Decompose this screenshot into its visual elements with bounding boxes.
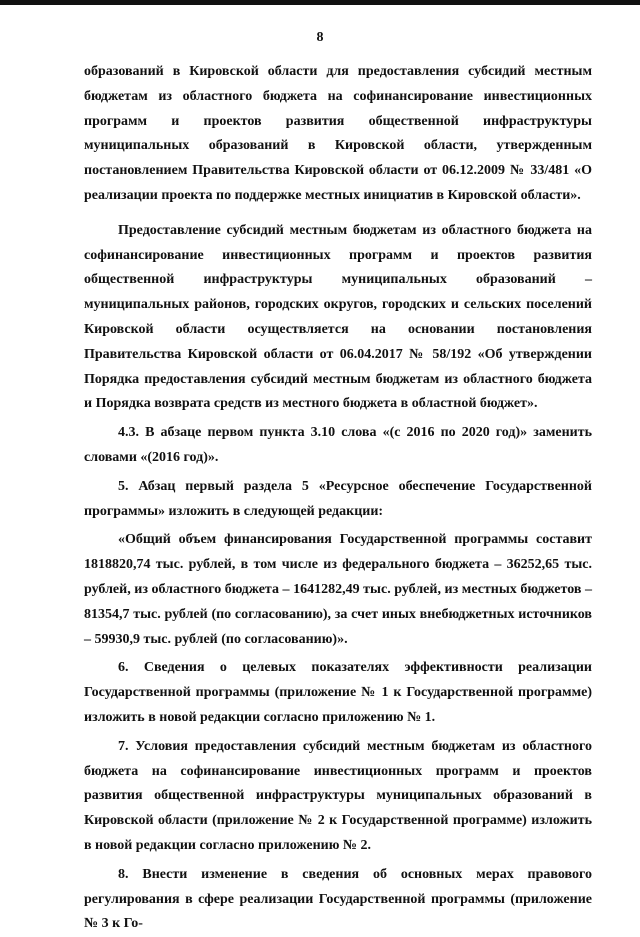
top-border-line	[0, 0, 640, 5]
paragraph-subsidy-basis: Предоставление субсидий местным бюджетам из областного бюджета на софинансирование инвестиционных программ и проектов развития общественной инфраструктуры муниципальных образований – муниципальных районов, городских округов, городских и сельских поселений Кировской области осуществляется на основании постановления Правительства Кировской области от 06.04.2017 № 58/192 «Об утверждении Порядка предоставления субсидий местным бюджетам из областного бюджета и Порядка возврата средств из местного бюджета в областной бюджет».	[84, 222, 592, 412]
paragraph-funding-quote: «Общий объем финансирования Государственной программы составит 1818820,74 тыс. рублей, в том числе из федерального бюджета – 36252,65 тыс. рублей, из областного бюджета – 1641282,49 тыс. рублей, из местных бюджетов – 81354,7 тыс. рублей (по согласованию), за счет иных внебюджетных источников – 59930,9 тыс. рублей (по согласованию)».	[84, 532, 592, 647]
paragraph-item-8: 8. Внести изменение в сведения об основных мерах правового регулирования в сфере реализации Государственной программы (приложение № 3 к Го-	[84, 866, 592, 932]
paragraph-item-6: 6. Сведения о целевых показателях эффективности реализации Государственной программы (приложение № 1 к Государственной программе) изложить в новой редакции согласно приложению № 1.	[84, 660, 592, 725]
paragraph-item-7: 7. Условия предоставления субсидий местным бюджетам из областного бюджета на софинансирование инвестиционных программ и проектов развития общественной инфраструктуры муниципальных образований в Кировской области (приложение № 2 к Государственной программе) изложить в новой редакции согласно приложению № 2.	[84, 738, 592, 853]
paragraph-item-5: 5. Абзац первый раздела 5 «Ресурсное обеспечение Государственной программы» изложить в следующей редакции:	[84, 478, 592, 519]
page-number: 8	[316, 30, 324, 45]
paragraph-item-4-3: 4.3. В абзаце первом пункта 3.10 слова «(с 2016 по 2020 год)» заменить словами «(2016 год)».	[84, 425, 592, 465]
paragraph-continuation: образований в Кировской области для предоставления субсидий местным бюджетам из областного бюджета на софинансирование инвестиционных программ и проектов развития общественной инфраструктуры муниципальных образований в Кировской области, утвержденным постановлением Правительства Кировской области от 06.12.2009 № 33/481 «О реализации проекта по поддержке местных инициатив в Кировской области».	[84, 64, 592, 203]
document-body	[84, 60, 592, 937]
